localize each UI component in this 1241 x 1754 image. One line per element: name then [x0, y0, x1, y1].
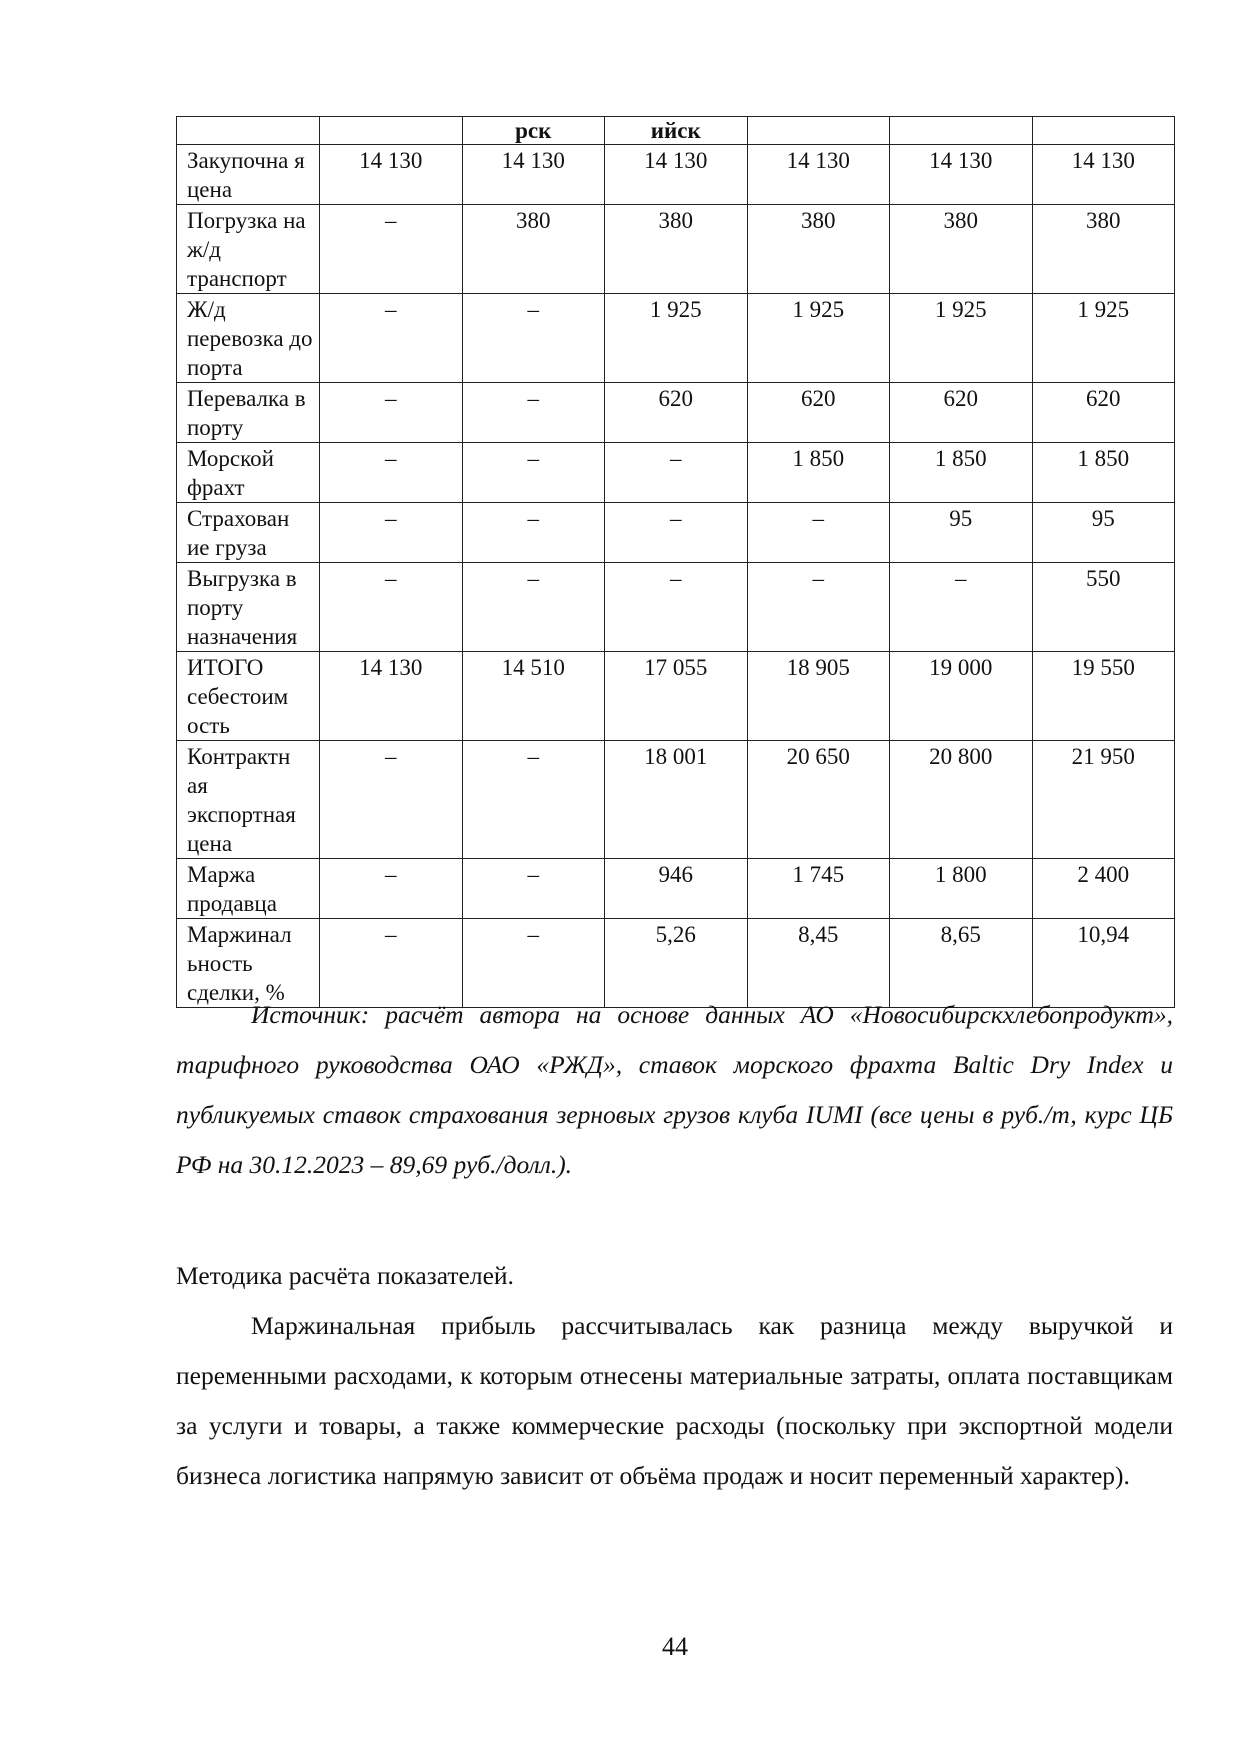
value-cell: 14 130 [320, 145, 463, 205]
value-cell: – [320, 919, 463, 1008]
value-cell: 20 800 [890, 741, 1033, 859]
value-cell: 1 745 [747, 859, 890, 919]
value-cell: 17 055 [605, 652, 748, 741]
value-cell: 550 [1032, 563, 1175, 652]
value-cell: 20 650 [747, 741, 890, 859]
value-cell: 14 130 [462, 145, 605, 205]
value-cell: – [747, 563, 890, 652]
value-cell: – [320, 741, 463, 859]
value-cell: 1 925 [747, 294, 890, 383]
table-header-row [177, 117, 1175, 145]
value-cell: – [320, 294, 463, 383]
value-cell: – [890, 563, 1033, 652]
value-cell: 21 950 [1032, 741, 1175, 859]
cost-table-body [177, 117, 1175, 1008]
cost-table-container [176, 116, 1174, 1008]
value-cell: 620 [605, 383, 748, 443]
value-cell: – [747, 503, 890, 563]
value-cell: 620 [747, 383, 890, 443]
value-cell: 620 [890, 383, 1033, 443]
value-cell: 14 130 [320, 652, 463, 741]
value-cell: – [462, 919, 605, 1008]
value-cell: 8,65 [890, 919, 1033, 1008]
value-cell: – [605, 503, 748, 563]
table-header-cell [320, 117, 463, 145]
methodology-heading: Методика расчёта показателей. [176, 1261, 514, 1290]
value-cell: 380 [1032, 205, 1175, 294]
value-cell: 14 130 [890, 145, 1033, 205]
row-label-cell: Выгрузка в порту назначения [177, 563, 320, 652]
page-number: 44 [662, 1632, 688, 1661]
value-cell: 1 925 [890, 294, 1033, 383]
value-cell: 5,26 [605, 919, 748, 1008]
value-cell: 14 130 [605, 145, 748, 205]
value-cell: 8,45 [747, 919, 890, 1008]
table-row [177, 741, 1175, 859]
table-row [177, 145, 1175, 205]
value-cell: 1 850 [890, 443, 1033, 503]
value-cell: 10,94 [1032, 919, 1175, 1008]
value-cell: 946 [605, 859, 748, 919]
row-label-cell: Перевалка в порту [177, 383, 320, 443]
value-cell: – [462, 294, 605, 383]
value-cell: 2 400 [1032, 859, 1175, 919]
row-label-cell: Морской фрахт [177, 443, 320, 503]
value-cell: – [320, 503, 463, 563]
table-row [177, 205, 1175, 294]
row-label-cell: ИТОГО себестоим ость [177, 652, 320, 741]
value-cell: 1 925 [1032, 294, 1175, 383]
table-header-cell [177, 117, 320, 145]
value-cell: 380 [605, 205, 748, 294]
table-row [177, 383, 1175, 443]
value-cell: – [320, 205, 463, 294]
value-cell: 1 850 [747, 443, 890, 503]
value-cell: – [462, 443, 605, 503]
value-cell: 14 130 [1032, 145, 1175, 205]
value-cell: – [462, 741, 605, 859]
value-cell: – [462, 383, 605, 443]
value-cell: – [462, 563, 605, 652]
table-row [177, 503, 1175, 563]
row-label-cell: Страхован ие груза [177, 503, 320, 563]
cost-table [176, 116, 1175, 1008]
value-cell: 18 001 [605, 741, 748, 859]
table-header-cell [890, 117, 1033, 145]
value-cell: 380 [747, 205, 890, 294]
table-header-cell [747, 117, 890, 145]
value-cell: 18 905 [747, 652, 890, 741]
value-cell: – [462, 503, 605, 563]
row-label-cell: Маржа продавца [177, 859, 320, 919]
table-header-cell [1032, 117, 1175, 145]
value-cell: – [320, 383, 463, 443]
row-label-cell: Ж/д перевозка до порта [177, 294, 320, 383]
table-row [177, 652, 1175, 741]
value-cell: – [320, 563, 463, 652]
value-cell: 19 000 [890, 652, 1033, 741]
value-cell: 1 925 [605, 294, 748, 383]
value-cell: – [462, 859, 605, 919]
value-cell: – [320, 859, 463, 919]
value-cell: 14 510 [462, 652, 605, 741]
row-label-cell: Маржинал ьность сделки, % [177, 919, 320, 1008]
value-cell: 14 130 [747, 145, 890, 205]
value-cell: – [320, 443, 463, 503]
table-row [177, 294, 1175, 383]
value-cell: 1 800 [890, 859, 1033, 919]
value-cell: 95 [890, 503, 1033, 563]
value-cell: 95 [1032, 503, 1175, 563]
value-cell: – [605, 563, 748, 652]
row-label-cell: Контрактн ая экспортная цена [177, 741, 320, 859]
row-label-cell: Погрузка на ж/д транспорт [177, 205, 320, 294]
value-cell: – [605, 443, 748, 503]
table-row [177, 859, 1175, 919]
value-cell: 1 850 [1032, 443, 1175, 503]
row-label-cell: Закупочна я цена [177, 145, 320, 205]
table-header-cell: ийск [605, 117, 748, 145]
value-cell: 380 [890, 205, 1033, 294]
value-cell: 620 [1032, 383, 1175, 443]
source-note: Источник: расчёт автора на основе данных АО «Новосибирскхлебопродукт», тарифного руководства ОАО «РЖД», ставок морского фрахта Baltic Dry Index и публикуемых ставок страхования зерновых грузов клуба IUMI (все цены в руб./т, курс ЦБ РФ на 30.12.2023 – 89,69 руб./долл.). [176, 1000, 1173, 1179]
table-row [177, 563, 1175, 652]
table-row [177, 443, 1175, 503]
methodology-paragraph: Маржинальная прибыль рассчитывалась как разница между выручкой и переменными расходами, к которым отнесены материальные затраты, оплата поставщикам за услуги и товары, а также коммерческие расходы (поскольку при экспортной модели бизнеса логистика напрямую зависит от объёма продаж и носит переменный характер). [176, 1311, 1173, 1490]
value-cell: 19 550 [1032, 652, 1175, 741]
value-cell: 380 [462, 205, 605, 294]
table-header-cell: рск [462, 117, 605, 145]
